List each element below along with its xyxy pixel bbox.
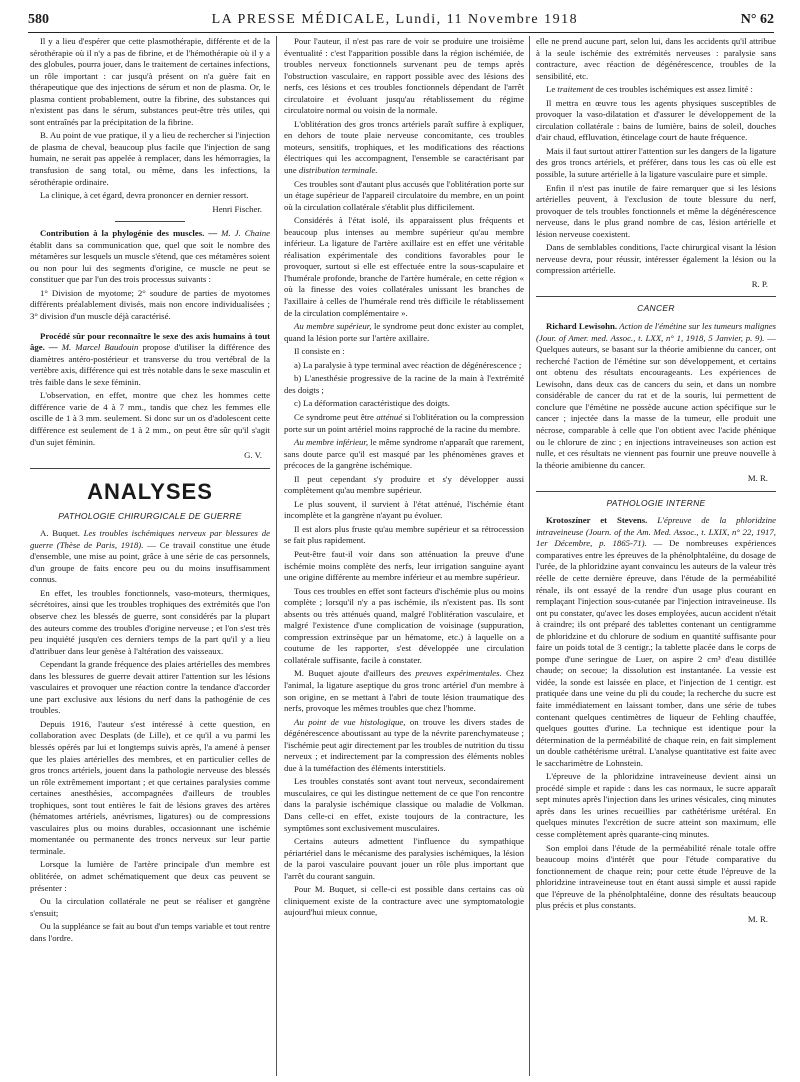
- communication-author: M. J. Chaine: [221, 228, 270, 239]
- communication-2: [30, 331, 270, 389]
- section-heading-pathologie: PATHOLOGIE INTERNE: [606, 497, 706, 508]
- text-span-italic: atténué: [376, 411, 403, 422]
- paragraph: elle ne prend aucune part, selon lui, dans les accidents qu'il attribue à la seule ischémie des extrémités nerveuses : paralysie sans contracture, avec réaction de dégénérescence, troubles de la sensibilité, etc.: [536, 36, 776, 81]
- issue-number: N° 62: [740, 12, 774, 27]
- divider: [30, 468, 270, 469]
- analyses-heading: ANALYSES: [87, 478, 213, 504]
- paragraph: Peut-être faut-il voir dans son atténuation la preuve d'une ischémie moins complète des nerfs, leur irrigation sanguine ayant une origine différente au membre inférieur et au membre supérieur.: [284, 548, 524, 583]
- paragraph: L'épreuve de la phloridzine intraveineuse devient ainsi un procédé simple et rapide : dans les cas normaux, le sucre apparaît sept minutes après l'injection dans les urines vésicales, cinq minutes après dans les urines recueillies par cathétérisme urétéral. En quelques minutes l'excrétion de sucre atteint son maximum, elle cesse complètement après quarante-cinq minutes.: [536, 771, 776, 839]
- paragraph: Son emploi dans l'étude de la perméabilité rénale totale offre beaucoup moins d'intérêt que pour l'étude comparative du fonctionnement de chaque rein; pour cette étude l'épreuve de la phloridzine intraveineuse tout en étant aussi simple et aussi rapide que l'épreuve de la phénolphtaléine, donne des résultats beaucoup plus précis et plus constants.: [536, 842, 776, 911]
- paragraph: [284, 717, 524, 775]
- paragraph: [284, 119, 524, 177]
- analysis-buquet: [30, 528, 270, 586]
- text-span-italic: preuves expérimentales.: [415, 668, 502, 679]
- page-header: [28, 8, 774, 33]
- paragraph: Depuis 1916, l'auteur s'est intéressé à cette question, en collaboration avec Desplats (de Lille), et ce qu'il a vu parmi les blessés opérés par lui et longtemps suivis après, l'a amené à penser que les plaies artérielles des membres, et en particulier celles de gros troncs artériels, jouent dans la pathologie nerveuse des blessés un rôle extrêmement important ; et que certaines paralysies comme certaines anesthésies, accompagnées d'ailleurs de troubles trophiques, sont tout entières le fait de lésions graves des artères (hématomes artériels, anévrismes, ligatures) ou de compressions vasculaires plus ou moins durables, occasionnant une ischémie momentanée ou permanente des troncs nerveux sur leur partie terminale.: [30, 718, 270, 856]
- list-item: b) L'anesthésie progressive de la racine de la main à l'extrémité des doigts ;: [284, 373, 524, 395]
- column-rule: [529, 36, 530, 1076]
- paragraph: Il mettra en œuvre tous les agents physiques susceptibles de provoquer la vaso-dilatation et d'assurer le développement de la circulation collatérale : bains de lumière, bains de soleil, douches d'air chaud, effluvation, étincelage court de haute fréquence.: [536, 97, 776, 143]
- analysis-title: Action de l'émétine sur les tumeurs malignes: [619, 321, 776, 332]
- analysis-source: (Thèse de Paris, 1918).: [56, 539, 144, 550]
- paragraph: [284, 321, 524, 344]
- column-rule: [276, 36, 277, 1076]
- paragraph: Enfin il n'est pas inutile de faire remarquer que si les lésions artérielles peuvent, à l'exclusion de toute blessure du nerf, provoquer de tels troubles fonctionnels et même la dégénérescence nerveuse, dans le plus grand nombre de cas, lésion artérielle et lésion nerveuse coexistent.: [536, 182, 776, 239]
- text-span-italic: Au point de vue histologique,: [294, 716, 406, 727]
- text-span: M. Buquet ajoute d'ailleurs des: [294, 668, 416, 679]
- communication-1: [30, 228, 270, 286]
- paragraph: Cependant la grande fréquence des plaies artérielles des membres dans les blessures de guerre devait attirer l'attention sur les lésions vasculaires et provoquer une réaction contre la tendance d'accorder une part exclusive aux lésions du nerf dans la pathogénie de ces troubles.: [30, 659, 270, 716]
- signature: Henri Fischer.: [212, 203, 262, 214]
- text-span: Le: [546, 84, 558, 95]
- divider: [536, 296, 776, 297]
- analysis-text: — Ce travail constitue une étude d'ensemble, une mise au point, grâce à une série de cas personnels, d'un groupe de faits encore peu ou du moins insuffisamment connus.: [30, 539, 270, 585]
- signature: R. P.: [751, 278, 768, 289]
- paragraph: L'observation, en effet, montre que chez les hommes cette différence varie de 4 à 7 mm., tandis que chez les femmes elle oscille de 1 à 3 mm. seulement. Si donc sur un os d'adolescent cette différence est seulement de 1 à 2 mm., on peut être sûr qu'il s'agit d'un sujet féminin.: [30, 390, 270, 447]
- column-1: [30, 36, 270, 1076]
- analysis-source: (Jour. of Amer. med. Assoc., t. LXX, n° 1, 1918, 5 Janvier, p. 9).: [536, 332, 765, 343]
- section-heading: PATHOLOGIE CHIRURGICALE DE GUERRE: [58, 510, 242, 521]
- paragraph: Pour M. Buquet, si celle-ci est possible dans certains cas où cliniquement existe de la contracture avec une symptomatologie aujourd'hui mieux connue,: [284, 884, 524, 918]
- journal-title: LA PRESSE MÉDICALE, Lundi, 11 Novembre 1918: [211, 12, 579, 27]
- communication-text: établit dans sa communication que, quel que soit le nombre des métamères sur lesquels un muscle s'étend, que ces métamères soient ou non pour lui des segments d'origine, ce muscle ne peut se constituer que par l'un des trois processus suivants :: [30, 239, 270, 285]
- text-span: Chez l'animal, la ligature aseptique du gros tronc artériel d'un membre à son origine, en se mettant à l'abri de toute lésion traumatique des nerfs, provoque les mêmes troubles que chez l'homme.: [284, 668, 524, 714]
- text-span-italic: Au membre inférieur,: [294, 437, 369, 448]
- paragraph: Le plus souvent, il survient à l'état atténué, l'ischémie étant incomplète et la gangrène n'ayant pu évoluer.: [284, 498, 524, 521]
- paragraph: Ou la circulation collatérale ne peut se réaliser et gangrène s'ensuit;: [30, 896, 270, 918]
- page-number: 580: [28, 12, 49, 27]
- paragraph: B. Au point de vue pratique, il y a lieu de rechercher si l'injection de plasma de cheval, beaucoup plus facile que l'injection de sang humain, ne serait pas appelée à remplacer, dans les hémorragies, la transfusion de sang total, ou même, dans les infections, la sérothérapie ordinaire.: [30, 130, 270, 187]
- communication-author: M. Marcel Baudouin: [61, 342, 139, 353]
- divider: [536, 491, 776, 492]
- analysis-source: (Journ. of the Am. Med. Assoc., t. LXIX, n° 22, 1917, 1er Décembre, p. 1865-71).: [536, 526, 776, 549]
- paragraph: Mais il faut surtout attirer l'attention sur les dangers de la ligature des gros troncs artériels, et préférer, dans tous les cas où elle est possible, la suture artérielle à la ligature vasculaire pure et simple.: [536, 145, 776, 180]
- column-2: [284, 36, 524, 1076]
- paragraph: Ces troubles sont d'autant plus accusés que l'oblitération porte sur un étage supérieur de l'appareil circulatoire du membre, en un point où la circulation collatérale s'établit plus difficilement.: [284, 178, 524, 212]
- signature: M. R.: [747, 473, 768, 484]
- analysis-krotosziner: [536, 515, 776, 769]
- text-span: le même syndrome n'apparaît que rarement, sans doute parce qu'il est masqué par les phénomènes graves et précoces de la gangrène ischémique.: [284, 437, 524, 471]
- text-span: le syndrome peut donc exister au complet, quand la lésion porte sur l'artère axillaire.: [284, 321, 524, 343]
- text-span: L'oblitération des gros troncs artériels paraît suffire à expliquer, en dehors de toute plaie nerveuse concomitante, ces troubles moteurs, sensitifs, trophiques, et les modifications des réactions électriques qui les accompagnent, l'ensemble se caractérisant par une: [284, 118, 524, 176]
- analysis-author: Krotoszíner et Stevens.: [546, 515, 648, 526]
- paragraph: Considérés à l'état isolé, ils apparaissent plus fréquents et beaucoup plus intenses au membre supérieur qu'au membre inférieur. La ligature de l'artère axillaire est en effet une véritable réalisation expérimentale des conditions favorables pour le provoquer, surtout si elle est effectuée entre la sous-scapulaire et l'humérale profonde, branche de l'artère humérale, en cette région « où la finesse des voies collatérales unissant les branches de l'axillaire à celles de l'humérale rend très difficile le rétablissement de la circulation complémentaire ».: [284, 215, 524, 318]
- analysis-text: — De nombreuses expériences comparatives entre les épreuves de la phénolphtaléine, du dosage de l'urée, de la phloridzine ayant convaincu les auteurs de la valeur très réelle de cette dernière épreuve, dans l'étude de la perméabilité rénale, ils ont essayé de la rendre d'un usage plus courant en remplaçant l'injection sous-cutanée par l'injection intraveineuse. Ils ont pu constater, qu'avec les doses employées, aucun accident n'était à craindre; ils ont préparé des tablettes contenant un centigramme de phloridzine et du chlorure de sodium en quantité suffisante pour faire un poids total de 3 centigr.; la tablette placée dans le corps de pompe d'une seringue de Luer, on aspire 2 cm³ d'eau distillée chaude; on secoue; la dissolution est instantanée. La vessie est vidée, la sonde est laissée en place, et l'injection de 1 centigr. est pratiquée dans une veine du pli du coude; la recherche du sucre est faite immédiatement en laissant tomber, dans une série de tubes contenant quelques centimètres de liqueur de Fehling chauffée, quelques gouttes d'urine. La technique est identique pour la détermination de la perméabilité de chaque rein, en fait simplement un double cathétérisme urétral. L'analyse quantitative est faite avec le saccharimètre de Lohnstein.: [536, 538, 776, 768]
- paragraph: Ou la suppléance se fait au bout d'un temps variable et tout rentre dans l'ordre.: [30, 921, 270, 943]
- paragraph: [284, 437, 524, 472]
- paragraph: Les troubles constatés sont avant tout nerveux, secondairement musculaires, ce qui les distingue nettement de ce que l'on rencontre dans la paralysie ischémique classique ou maladie de Volkman. Dans celle-ci en effet, existe toujours de la contracture, les symptômes sont exclusivement musculaires.: [284, 776, 524, 833]
- analysis-title: L'épreuve de la phloridzine intraveineuse: [536, 515, 776, 537]
- paragraph: [536, 84, 776, 96]
- paragraph: Il consiste en :: [294, 346, 345, 357]
- column-3: [536, 36, 776, 1076]
- text-span-italic: Au membre supérieur,: [294, 321, 372, 332]
- paragraph: Pour l'auteur, il n'est pas rare de voir se produire une troisième éventualité : c'est l'apparition possible dans la région ischémiée, de troubles nerveux fonctionnels survenant peu de temps après l'obstruction vasculaire, en rapport possible avec des lésions des nerfs, ces lésions et ces troubles fonctionnels dépendant de l'arrêt circulatoire et évoluant jusqu'au rétablissement du régime circulatoire normal ou voisin de la normale.: [284, 36, 524, 116]
- signature: M. R.: [747, 913, 768, 924]
- paragraph: En effet, les troubles fonctionnels, vaso-moteurs, thermiques, sécrétoires, ainsi que les troubles trophiques des extrémités que l'on observe chez les blessés de guerre, sont considérés par la plupart des auteurs comme des troubles d'origine nerveuse ; et l'on s'est très peu inquiété jusqu'en ces derniers temps de la part qu'il y a lieu d'attribuer dans leur genèse à l'altération des vaisseaux.: [30, 587, 270, 656]
- list-item: c) La déformation caractéristique des doigts.: [294, 398, 450, 409]
- analysis-author: A. Buquet.: [40, 528, 80, 539]
- text-span: si l'oblitération ou la compression porte sur un point artériel moins rapproché de la racine du membre.: [284, 411, 524, 434]
- analysis-lewisohn: [536, 321, 776, 471]
- paragraph: 1° Division de myotome; 2° soudure de parties de myotomes différents préalablement divisés, mais non encore individualisées ; 3° division d'un muscle déjà caractérisé.: [30, 287, 270, 322]
- paragraph: [284, 668, 524, 714]
- paragraph: Lorsque la lumière de l'artère principale d'un membre est oblitérée, on admet schématiquement que deux cas peuvent se présenter :: [30, 859, 270, 893]
- paragraph: La clinique, à cet égard, devra prononcer en dernier ressort.: [40, 190, 249, 201]
- communication-title: Procédé sûr pour reconnaître le sexe des axis humains à tout âge. —: [30, 330, 270, 353]
- analysis-text: — Quelques auteurs, se basant sur la théorie amibienne du cancer, ont recherché l'action de l'émétine sur son développement, et certains ont obtenu des résultats encourageants. Les expériences de Lewisohn, dans deux cas de cancers du sein, et dans un nombre considérable de cancer du rat et de la souris, lui permettent de conclure que l'émétine ne possède aucune action spécifique sur le cancer ; injectée dans la masse de la tumeur, elle produit une nécrose, comparable à celle que l'on obtient avec l'acide phénique ou le chlorure de zinc ; en injections intraveineuses son action est nulle, et ces résultats ne viennent pas fournir une preuve nouvelle à la théorie amibienne du cancer.: [536, 332, 776, 470]
- analysis-author: Richard Lewisohn.: [546, 321, 618, 332]
- list-item: a) La paralysie à type terminal avec réaction de dégénérescence ;: [294, 359, 522, 370]
- paragraph: Certains auteurs admettent l'influence du sympathique périartériel dans le mécanisme des paralysies ischémiques, la lésion de la paroi vasculaire pouvant jouer un rôle plus important que l'arrêt du courant sanguin.: [284, 836, 524, 881]
- communication-title: Contribution à la phylogénie des muscles. —: [40, 228, 218, 239]
- text-span-italic: traitement: [557, 84, 594, 95]
- text-span: Ce syndrome peut être: [294, 411, 377, 422]
- text-span-italic: distribution terminale.: [298, 165, 378, 176]
- analysis-title: Les troubles ischémiques nerveux par blessures de guerre: [30, 528, 270, 550]
- paragraph: Il y a lieu d'espérer que cette plasmothérapie, différente et de la sérothérapie où il n'y a pas de fibrine, et de l'hémothérapie où il y a des globules, pourra jouer, dans le traitement de certaines infections, un rôle important : car jusqu'à présent on n'a guère fait en thérapeutique que des injections de sérum et non de plasma. Or, le plasma contient probablement, outre la fibrine, des substances qui n'existent pas dans le sérum, substances peut-être très utiles, qui sont entraînés par la précipitation de la fibrine.: [30, 36, 270, 127]
- paragraph: Il peut cependant s'y produire et s'y développer aussi complètement qu'au membre supérieur.: [284, 473, 524, 496]
- paragraph: Il est alors plus fruste qu'au membre supérieur et sa rétrocession se fait plus rapidement.: [284, 523, 524, 546]
- text-span: de ces troubles ischémiques est assez limité :: [593, 84, 753, 95]
- paragraph: Tous ces troubles en effet sont facteurs d'ischémie plus ou moins complète ; lorsqu'il n'y a pas ischémie, ils n'existent pas. Ils sont absents ou très atténués quand, malgré l'oblitération vasculaire, et malgré l'existence d'une complication de voisinage (suppuration, compression extrinsèque par un hématome, etc.) à laquelle on a coutume de les rapporter, s'est développée une circulation collatérale suffisante, facile à constater.: [284, 585, 524, 665]
- signature: G. V.: [244, 450, 262, 461]
- text-span: on trouve les divers stades de dégénérescence aboutissant au type de la névrite parenchymateuse ; l'ischémie peut agir directement par les troubles de nutrition du tissu nerveux ; et indirectement par la compression des éléments nobles due à la tuméfaction des éléments interstitiels.: [284, 716, 524, 773]
- divider: [115, 221, 185, 222]
- section-heading-cancer: CANCER: [637, 303, 675, 314]
- paragraph: Dans de semblables conditions, l'acte chirurgical visant la lésion nerveuse devra, pour réussir, intéresser également la lésion ou la compression artérielle.: [536, 242, 776, 276]
- communication-text: propose d'utiliser la différence des diamètres antéro-postérieur et transverse du trou vertébral de la vertèbre axis, différence qui est très notable dans le sexe masculin et très faible dans le sexe féminin.: [30, 342, 270, 387]
- paragraph: [284, 412, 524, 435]
